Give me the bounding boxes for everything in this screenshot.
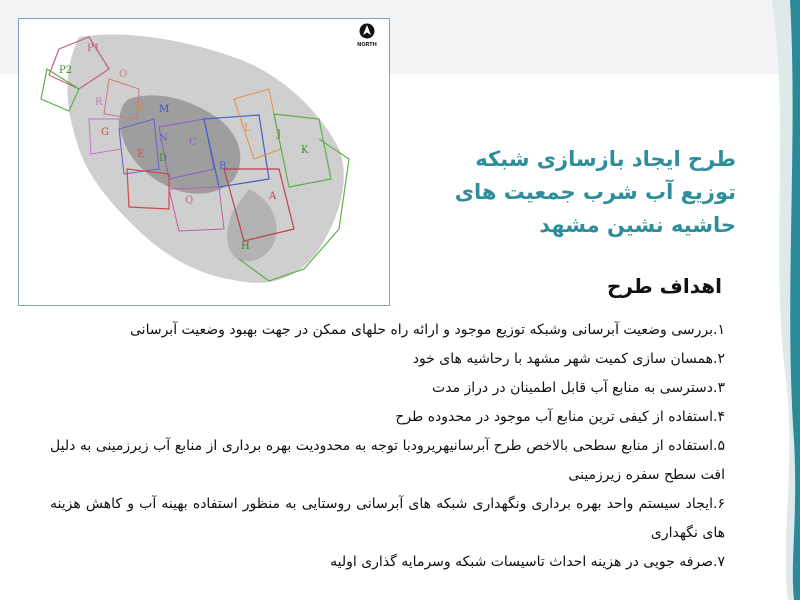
zone-label: R	[95, 97, 103, 108]
zone-label: B	[219, 161, 227, 172]
objectives-heading: اهداف طرح	[606, 274, 722, 298]
objective-item: ۵.استفاده از منابع سطحی بالاخص طرح آبرسانیهریرودبا توجه به محدودیت بهره برداری از منابع آب زیرزمینی به دلیل افت سطح سفره زیرزمینی	[50, 438, 725, 483]
zone-label: M	[159, 104, 170, 115]
zone-label: H	[241, 241, 250, 252]
objective-item: ۶.ایجاد سیستم واحد بهره برداری ونگهداری شبکه های آبرسانی روستایی به منظور استفاده بهینه آب و کاهش هزینه های نگهداری	[50, 496, 725, 541]
zone-label: O	[119, 69, 128, 80]
zone-label: P2	[59, 65, 73, 76]
objective-item: ۷.صرفه جویی در هزینه احداث تاسیسات شبکه وسرمایه گذاری اولیه	[330, 554, 725, 570]
slide-title	[376, 143, 736, 242]
title-line: طرح ایجاد بازسازی شبکه	[475, 147, 736, 171]
zone-label: Q	[185, 195, 194, 206]
map-labels	[19, 19, 389, 305]
zone-label: P1	[87, 43, 101, 54]
zone-label: E	[137, 149, 145, 160]
north-arrow-icon	[359, 23, 375, 39]
objectives-list	[50, 316, 725, 577]
title-line: توزیع آب شرب جمعیت های	[454, 180, 736, 204]
objective-item: ۱.بررسی وضعیت آبرسانی وشبکه توزیع موجود و ارائه راه حلهای ممکن در جهت بهبود وضعیت آبرسانی	[130, 322, 725, 338]
north-label: NORTH	[357, 42, 377, 48]
zone-label: F	[137, 104, 144, 115]
zone-label: J	[277, 129, 282, 140]
zone-label: C	[189, 137, 197, 148]
city-map	[18, 18, 390, 306]
zone-label: N	[159, 133, 168, 144]
north-arrow	[356, 23, 378, 48]
zone-label: K	[301, 145, 309, 156]
zone-label: G	[101, 127, 109, 138]
zone-label: D	[159, 153, 168, 164]
title-line: حاشیه نشین مشهد	[539, 213, 736, 237]
zone-label: L	[244, 123, 251, 134]
zone-label: A	[269, 191, 277, 202]
objective-item: ۳.دسترسی به منابع آب قابل اطمینان در دراز مدت	[432, 380, 725, 396]
objective-item: ۲.همسان سازی کمیت شهر مشهد با رحاشیه های خود	[412, 351, 725, 367]
objective-item: ۴.استفاده از کیفی ترین منابع آب موجود در محدوده طرح	[395, 409, 725, 425]
